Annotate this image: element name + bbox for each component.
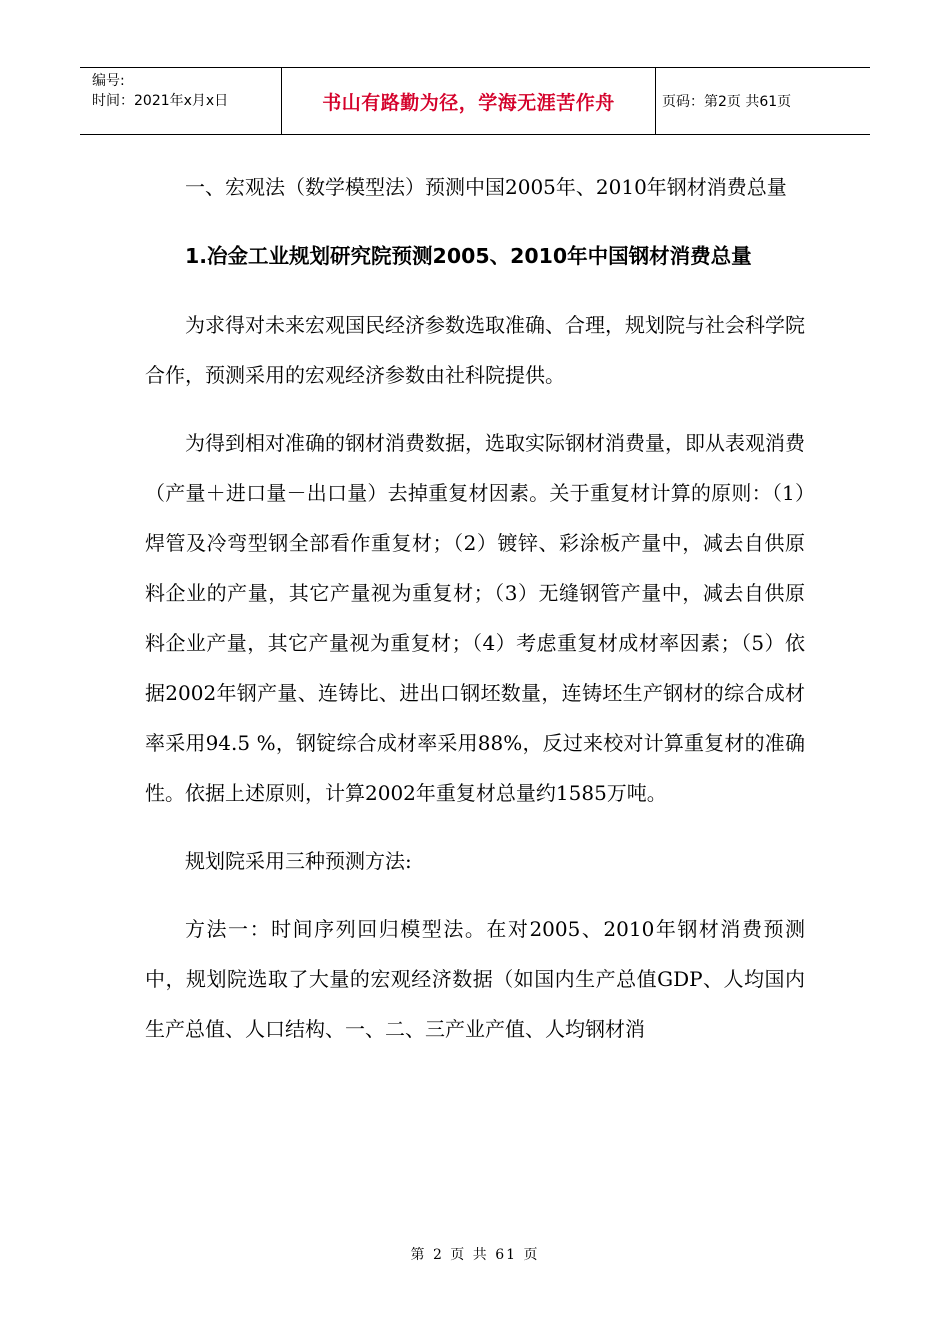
page-footer: 第 2 页 共 61 页 (410, 1247, 540, 1263)
paragraph-1: 为求得对未来宏观国民经济参数选取准确、合理，规划院与社会科学院合作，预测采用的宏观经济参数由社科院提供。 (145, 313, 805, 387)
document-body (145, 162, 805, 1054)
paragraph-4: 方法一：时间序列回归模型法。在对2005、2010年钢材消费预测中，规划院选取了大量的宏观经济数据（如国内生产总值GDP、人均国内生产总值、人口结构、一、二、三产业产值、人均钢材消 (145, 917, 805, 1041)
header-motto: 书山有路勤为径，学海无涯苦作舟 (282, 68, 656, 134)
paragraph-2: 为得到相对准确的钢材消费数据，选取实际钢材消费量，即从表观消费（产量＋进口量－出口量）去掉重复材因素。关于重复材计算的原则：（1）焊管及冷弯型钢全部看作重复材；（2）镀锌、彩涂板产量中，减去自供原料企业的产量，其它产量视为重复材；（3）无缝钢管产量中，减去自供原料企业产量，其它产量视为重复材；（4）考虑重复材成材率因素；（5）依据2002年钢产量、连铸比、进出口钢坯数量，连铸坯生产钢材的综合成材率采用94.5 %，钢锭综合成材率采用88%，反过来校对计算重复材的准确性。依据上述原则，计算2002年重复材总量约1585万吨。 (145, 431, 805, 805)
section-heading: 一、宏观法（数学模型法）预测中国2005年、2010年钢材消费总量 (185, 175, 787, 199)
page-header (80, 67, 870, 135)
sub-heading: 1.冶金工业规划研究院预测2005、2010年中国钢材消费总量 (185, 244, 752, 268)
document-number-label: 编号: (92, 73, 125, 89)
header-page-info: 页码：第2页 共61页 (662, 94, 792, 110)
document-date: 时间：2021年x月x日 (92, 93, 229, 109)
header-meta-cell (80, 68, 282, 134)
paragraph-3: 规划院采用三种预测方法: (185, 849, 412, 873)
